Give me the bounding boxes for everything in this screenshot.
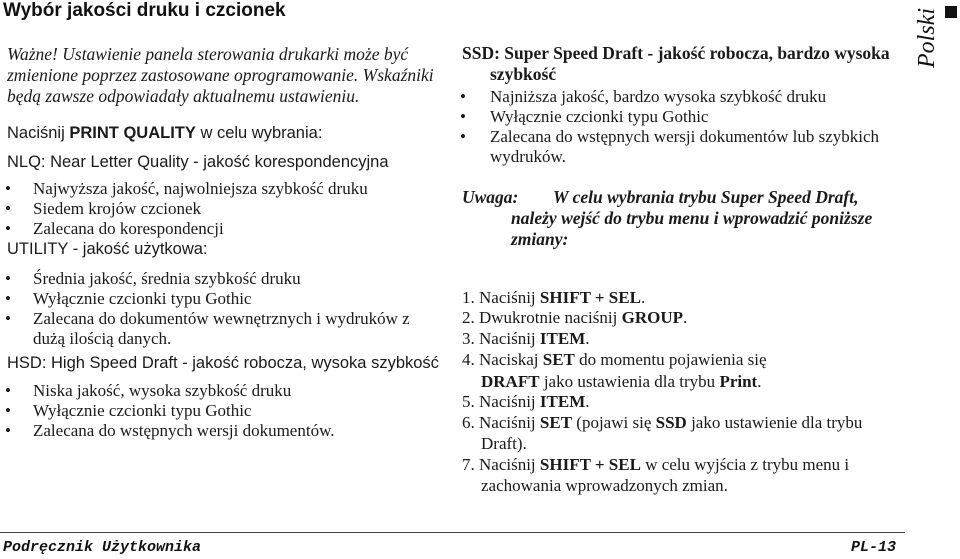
press-key: PRINT QUALITY: [69, 124, 196, 142]
step-text: w celu wyjścia z trybu menu i: [640, 455, 850, 474]
step-4-continuation: [481, 372, 761, 392]
step-text: 7. Naciśnij: [462, 455, 540, 474]
footer-page-number: PL-13: [851, 539, 897, 556]
list-item-text: Zalecana do dokumentów wewnętrznych i wydruków z: [33, 309, 410, 328]
step-text: (pojawi się: [572, 413, 656, 432]
mode-name: Print: [719, 372, 758, 391]
press-instruction: [7, 124, 322, 143]
press-prefix: Naciśnij: [7, 124, 70, 142]
step-7: [462, 455, 849, 475]
warning-line-2: zmienione poprzez zastosowane oprogramowanie. Wskaźniki: [7, 65, 434, 85]
step-text: jako ustawienia dla trybu: [539, 372, 720, 391]
key-name: SET: [539, 413, 573, 432]
list-item: • Zalecana do dokumentów wewnętrznych i wydruków z: [5, 309, 410, 328]
note-line-2: należy wejść do trybu menu i wprowadzić poniższe: [511, 208, 873, 228]
step-7-continuation: zachowania wprowadzonych zmian.: [481, 476, 728, 495]
list-item: • Zalecana do korespondencji: [5, 219, 224, 238]
key-name: SHIFT + SEL: [539, 455, 641, 474]
list-item-continuation: dużą ilością danych.: [33, 329, 172, 348]
nlq-heading: NLQ: Near Letter Quality - jakość korespondencyjna: [7, 153, 389, 171]
ssd-heading-line-1: SSD: Super Speed Draft - jakość robocza, bardzo wysoka: [462, 43, 890, 63]
footer-manual-title: Podręcznik Użytkownika: [3, 539, 202, 556]
hsd-heading: HSD: High Speed Draft - jakość robocza, wysoka szybkość: [7, 354, 439, 372]
list-item: • Wyłącznie czcionki typu Gothic: [460, 107, 709, 126]
step-6-continuation: Draft).: [481, 434, 527, 453]
list-item: • Najniższa jakość, bardzo wysoka szybkość druku: [460, 87, 827, 106]
note-label: Uwaga:: [462, 187, 519, 207]
note-line-3: zmiany:: [511, 229, 569, 249]
step-text: 3. Naciśnij: [462, 329, 540, 348]
list-item-text: Wyłącznie czcionki typu Gothic: [33, 289, 252, 308]
step-5: [462, 392, 590, 412]
list-item-text: Wyłącznie czcionki typu Gothic: [33, 401, 252, 420]
utility-heading: UTILITY - jakość użytkowa:: [7, 240, 208, 258]
list-item: • Zalecana do wstępnych wersji dokumentów lub szybkich: [460, 127, 880, 146]
step-text: jako ustawienie dla trybu: [686, 413, 863, 432]
step-1: [462, 288, 645, 308]
key-name: SHIFT + SEL: [539, 288, 641, 307]
list-item-text: Najwyższa jakość, najwolniejsza szybkość druku: [33, 179, 368, 198]
setting-name: SSD: [655, 413, 687, 432]
list-item: • Siedem krojów czcionek: [5, 199, 202, 218]
key-name: SET: [542, 350, 575, 369]
press-suffix: w celu wybrania:: [195, 124, 323, 142]
page-title: Wybór jakości druku i czcionek: [3, 0, 286, 21]
setting-name: DRAFT: [481, 372, 540, 391]
key-name: ITEM: [539, 329, 586, 348]
list-item: • Zalecana do wstępnych wersji dokumentów.: [5, 421, 335, 440]
step-text: 5. Naciśnij: [462, 392, 540, 411]
list-item-text: Zalecana do wstępnych wersji dokumentów lub szybkich: [490, 127, 880, 146]
list-item: • Wyłącznie czcionki typu Gothic: [5, 289, 252, 308]
step-6: [462, 413, 862, 433]
step-text: do momentu pojawienia się: [574, 350, 767, 369]
list-item: • Średnia jakość, średnia szybkość druku: [5, 269, 301, 288]
list-item-text: Najniższa jakość, bardzo wysoka szybkość druku: [490, 87, 827, 106]
key-name: GROUP: [621, 308, 683, 327]
step-text: .: [757, 372, 762, 391]
step-text: .: [585, 392, 590, 411]
list-item-continuation: wydruków.: [490, 147, 566, 166]
step-2: [462, 308, 687, 328]
ssd-heading-line-2: szybkość: [490, 64, 557, 84]
step-text: .: [585, 329, 590, 348]
list-item: • Najwyższa jakość, najwolniejsza szybkość druku: [5, 179, 368, 198]
footer-divider: [0, 532, 905, 533]
list-item-text: Wyłącznie czcionki typu Gothic: [490, 107, 709, 126]
list-item-text: Zalecana do wstępnych wersji dokumentów.: [33, 421, 335, 440]
warning-line-3: będą zawsze odpowiadały aktualnemu ustawieniu.: [7, 86, 360, 106]
step-text: 1. Naciśnij: [462, 288, 540, 307]
list-item: • Niska jakość, wysoka szybkość druku: [5, 381, 292, 400]
step-text: 2. Dwukrotnie naciśnij: [462, 308, 622, 327]
section-marker: [945, 6, 957, 18]
step-text: 4. Naciskaj: [462, 350, 543, 369]
warning-line-1: Ważne! Ustawienie panela sterowania drukarki może być: [7, 44, 409, 64]
list-item: • Wyłącznie czcionki typu Gothic: [5, 401, 252, 420]
list-item-text: Niska jakość, wysoka szybkość druku: [33, 381, 292, 400]
step-text: .: [640, 288, 646, 307]
key-name: ITEM: [539, 392, 586, 411]
list-item-text: Zalecana do korespondencji: [33, 219, 224, 238]
language-label: Polski: [914, 8, 940, 68]
step-4: [462, 350, 767, 370]
list-item-text: Siedem krojów czcionek: [33, 199, 202, 218]
step-text: 6. Naciśnij: [462, 413, 540, 432]
note-line-1: W celu wybrania trybu Super Speed Draft,: [553, 187, 859, 207]
step-text: .: [682, 308, 688, 327]
step-3: [462, 329, 590, 349]
list-item-text: Średnia jakość, średnia szybkość druku: [33, 269, 301, 288]
